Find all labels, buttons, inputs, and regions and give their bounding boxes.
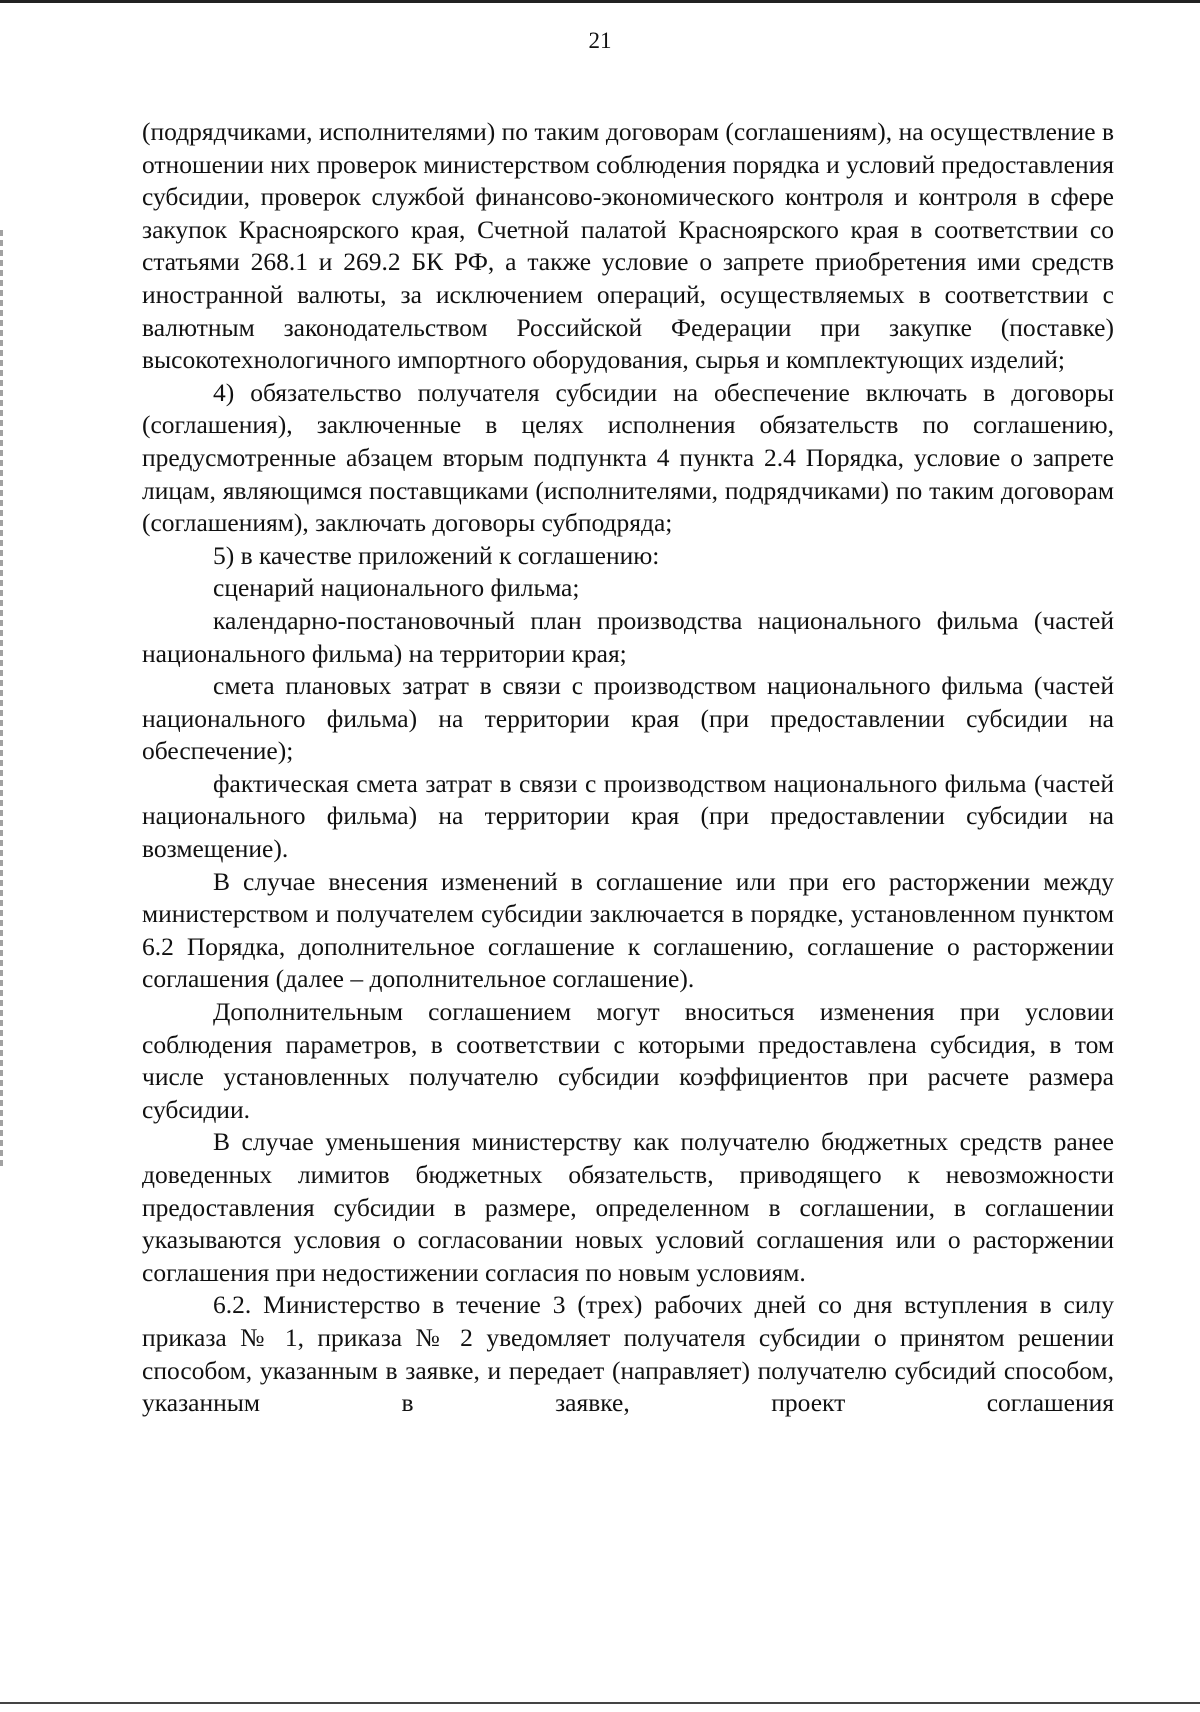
scan-edge-marks: [0, 230, 3, 1170]
paragraph-attachment-script: сценарий национального фильма;: [213, 573, 580, 603]
document-body: [142, 116, 1114, 1420]
paragraph-attachment-planned-estimate: смета плановых затрат в связи с производством национального фильма (частей национального фильма) на территории края (при предоставлении субсидии на обеспечение);: [142, 671, 1114, 766]
paragraph-item-4: 4) обязательство получателя субсидии на обеспечение включать в договоры (соглашения), заключенные в целях исполнения обязательств по соглашению, предусмотренные абзацем вторым подпункта 4 пункта 2.4 Порядка, условие о запрете лицам, являющимся поставщиками (исполнителями, подрядчиками) по таким договорам (соглашениям), заключать договоры субподряда;: [142, 377, 1114, 538]
paragraph-item-5: 5) в качестве приложений к соглашению:: [213, 540, 660, 570]
paragraph-continuation: (подрядчиками, исполнителями) по таким договорам (соглашениям), на осуществление в отношении них проверок министерством соблюдения порядка и условий предоставления субсидии, проверок службой финансово-экономического контроля и контроля в сфере закупок Красноярского края, Счетной палатой Красноярского края в соответствии со статьями 268.1 и 269.2 БК РФ, а также условие о запрете приобретения ими средств иностранной валюты, за исключением операций, осуществляемых в соответствии с валютным законодательством Российской Федерации при закупке (поставке) высокотехнологичного импортного оборудования, сырья и комплектующих изделий;: [142, 117, 1114, 375]
paragraph-additional-agreement: Дополнительным соглашением могут вноситься изменения при условии соблюдения параметров, в соответствии с которыми предоставлена субсидия, в том числе установленных получателю субсидии коэффициентов при расчете размера субсидии.: [142, 997, 1114, 1124]
bottom-border-line: [0, 1702, 1200, 1704]
paragraph-6-2: 6.2. Министерство в течение 3 (трех) рабочих дней со дня вступления в силу приказа № 1, приказа № 2 уведомляет получателя субсидии о принятом решении способом, указанным в заявке, и передает (направляет) получателю субсидий способом, указанным в заявке, проект соглашения: [142, 1290, 1114, 1418]
top-border-line: [0, 0, 1200, 3]
paragraph-budget-reduction: В случае уменьшения министерству как получателю бюджетных средств ранее доведенных лимитов бюджетных обязательств, приводящего к невозможности предоставления субсидии в размере, определенном в соглашении, в соглашении указываются условия о согласовании новых условий соглашения или о расторжении соглашения при недостижении согласия по новым условиям.: [142, 1127, 1114, 1287]
paragraph-attachment-schedule: календарно-постановочный план производства национального фильма (частей национального фильма) на территории края;: [142, 605, 1114, 668]
paragraph-attachment-actual-estimate: фактическая смета затрат в связи с производством национального фильма (частей национального фильма) на территории края (при предоставлении субсидии на возмещение).: [142, 768, 1114, 864]
page-number: 21: [588, 28, 612, 53]
paragraph-amendments: В случае внесения изменений в соглашение или при его расторжении между министерством и получателем субсидии заключается в порядке, установленном пунктом 6.2 Порядка, дополнительное соглашение к соглашению, соглашение о расторжении соглашения (далее – дополнительное соглашение).: [142, 866, 1114, 994]
